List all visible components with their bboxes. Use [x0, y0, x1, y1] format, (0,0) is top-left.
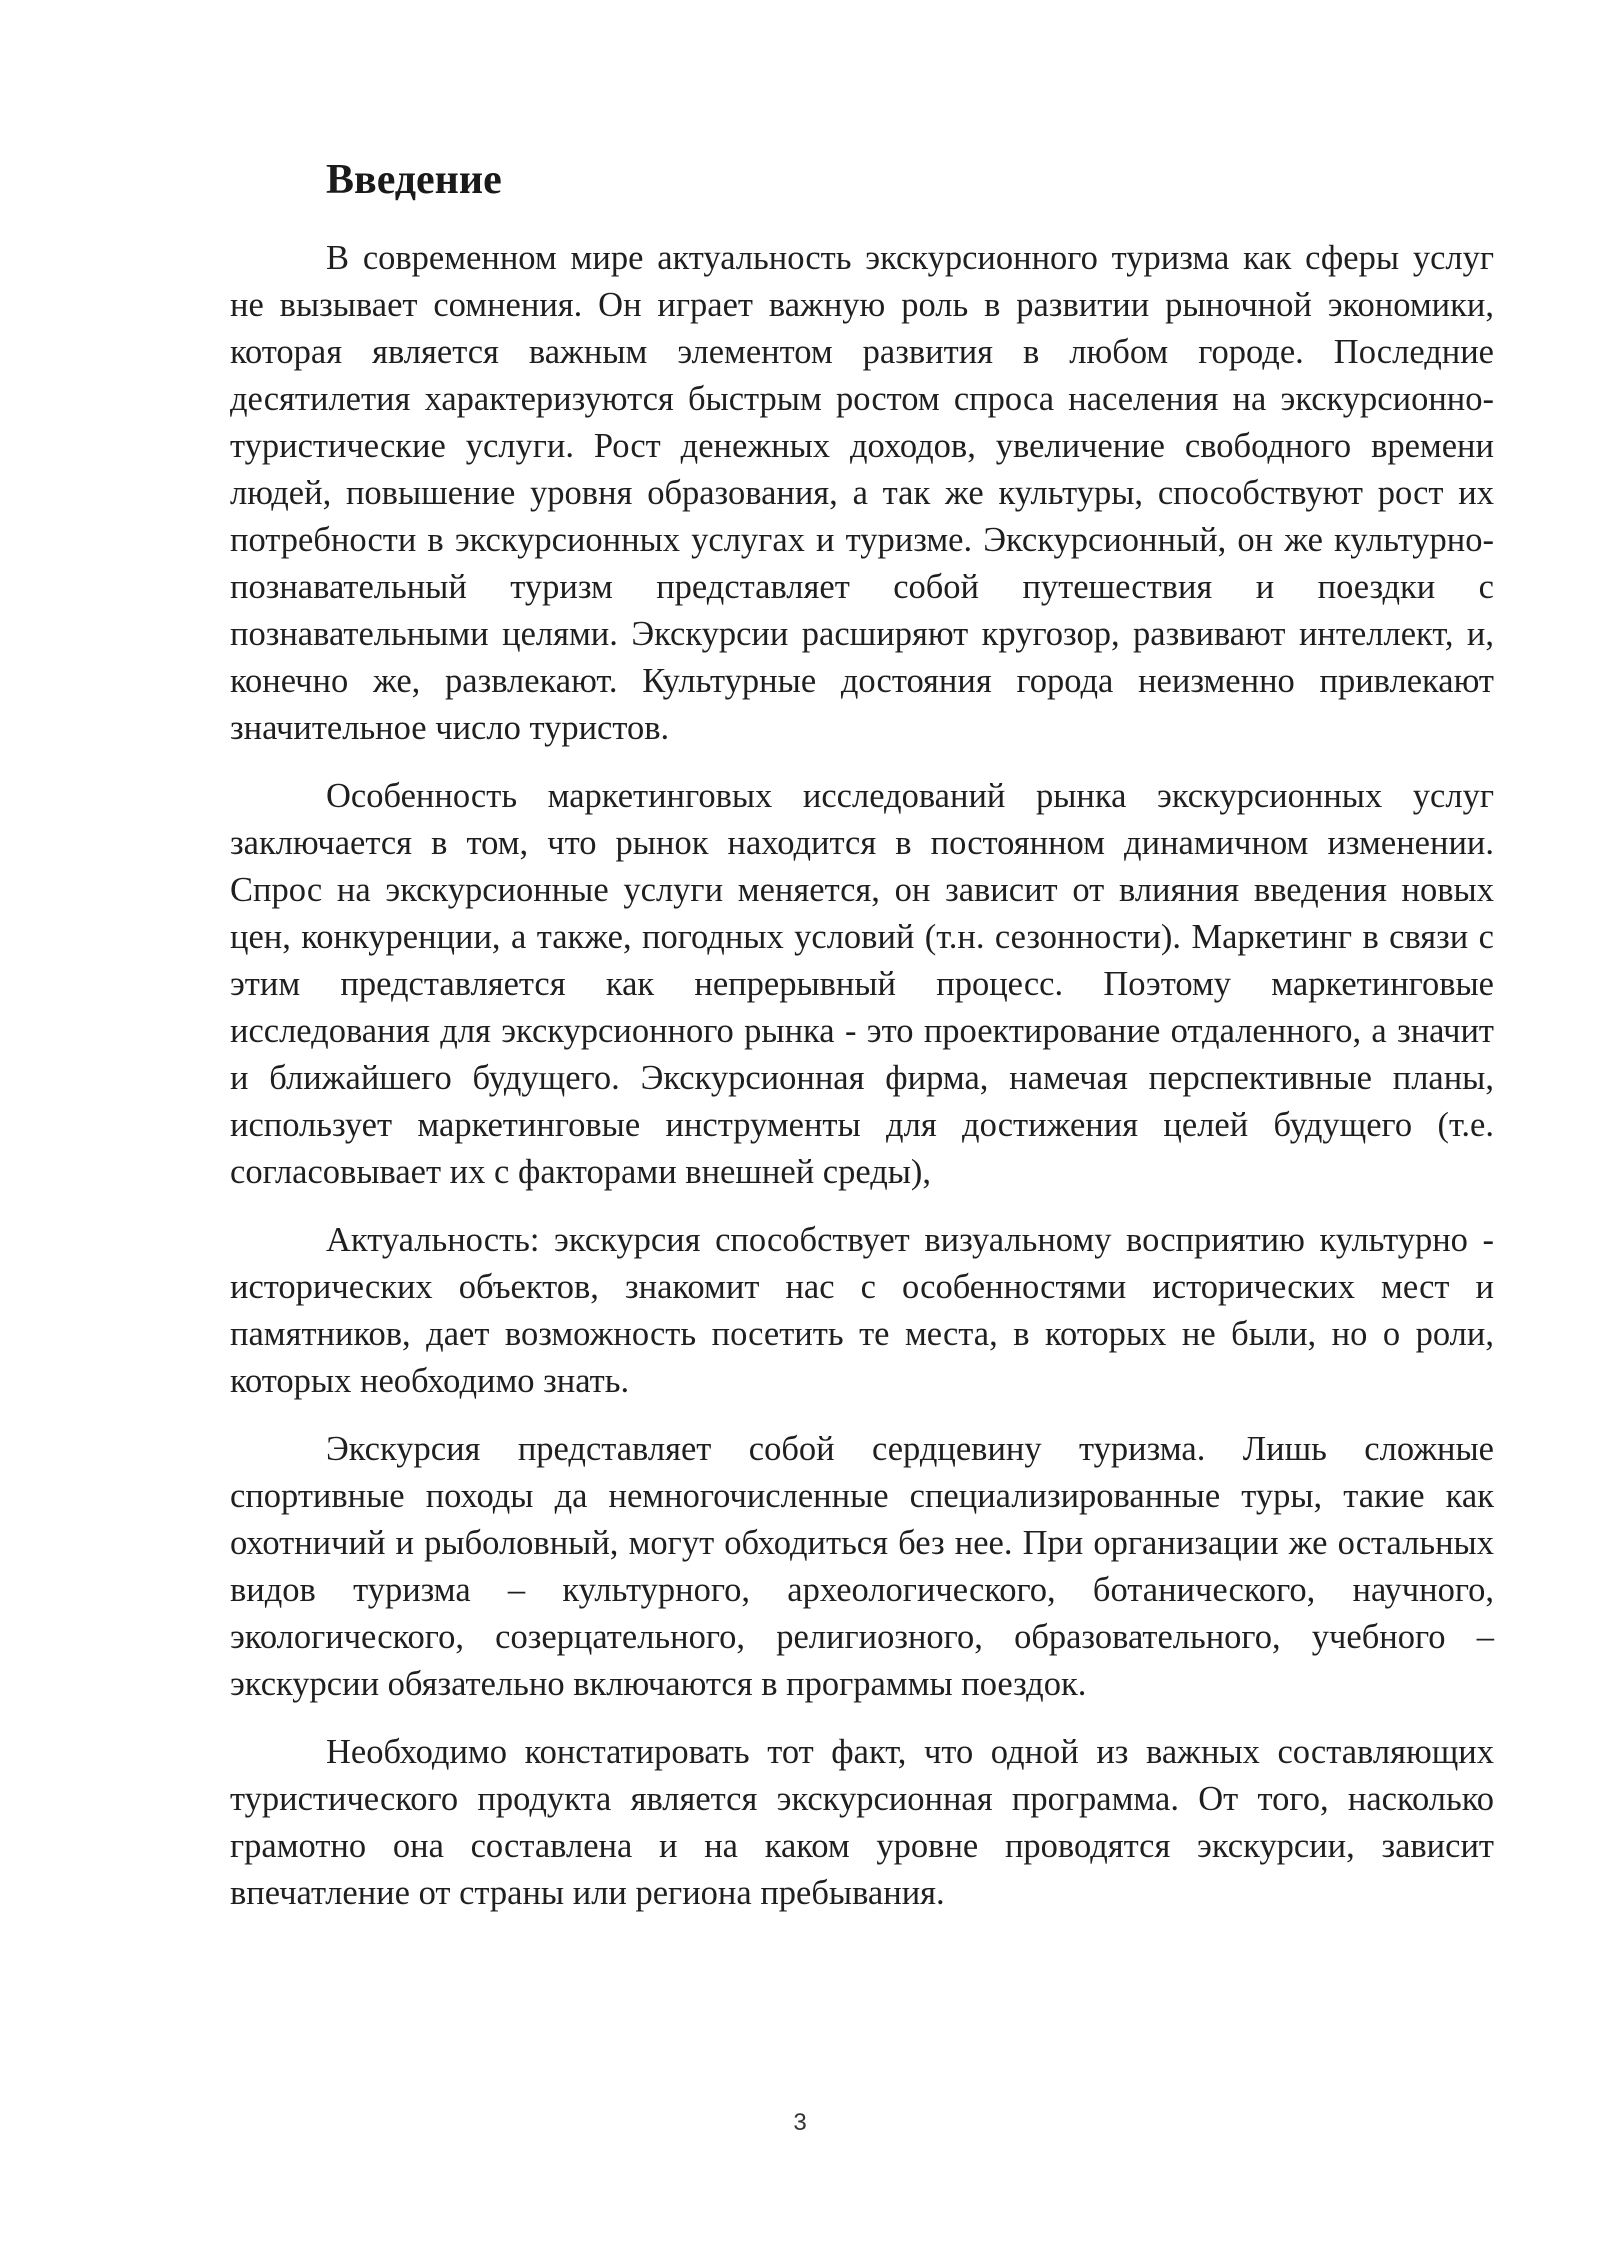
paragraph-3: Актуальность: экскурсия способствует визуальному восприятию культурно - исторических объектов, знакомит нас с особенностями исторических мест и памятников, дает возможность посетить те места, в которых не были, но о роли, которых необходимо знать. [230, 1221, 1494, 1400]
paragraph-1: В современном мире актуальность экскурсионного туризма как сферы услуг не вызывает сомнения. Он играет важную роль в развитии рыночной экономики, которая является важным элементом развития в любом городе. Последние десятилетия характеризуются быстрым ростом спроса населения на экскурсионно-туристические услуги. Рост денежных доходов, увеличение свободного времени людей, повышение уровня образования, а так же культуры, способствуют рост их потребности в экскурсионных услугах и туризме. Экскурсионный, он же культурно-познавательный туризм представляет собой путешествия и поездки с познавательными целями. Экскурсии расширяют кругозор, развивают интеллект, и, конечно же, развлекают. Культурные достояния города неизменно привлекают значительное число туристов. [230, 239, 1494, 747]
paragraph-4: Экскурсия представляет собой сердцевину туризма. Лишь сложные спортивные походы да немногочисленные специализированные туры, такие как охотничий и рыболовный, могут обходиться без нее. При организации же остальных видов туризма – культурного, археологического, ботанического, научного, экологического, созерцательного, религиозного, образовательного, учебного – экскурсии обязательно включаются в программы поездок. [230, 1430, 1494, 1703]
page-number: 3 [793, 2109, 807, 2136]
paragraph-2: Особенность маркетинговых исследований рынка экскурсионных услуг заключается в том, что рынок находится в постоянном динамичном изменении. Спрос на экскурсионные услуги меняется, он зависит от влияния введения новых цен, конкуренции, а также, погодных условий (т.н. сезонности). Маркетинг в связи с этим представляется как непрерывный процесс. Поэтому маркетинговые исследования для экскурсионного рынка - это проектирование отдаленного, а значит и ближайшего будущего. Экскурсионная фирма, намечая перспективные планы, использует маркетинговые инструменты для достижения целей будущего (т.е. согласовывает их с факторами внешней среды), [230, 777, 1494, 1191]
paragraph-5: Необходимо констатировать тот факт, что одной из важных составляющих туристического продукта является экскурсионная программа. От того, насколько грамотно она составлена и на каком уровне проводятся экскурсии, зависит впечатление от страны или региона пребывания. [230, 1733, 1494, 1912]
section-heading: Введение [326, 157, 502, 203]
body-text [230, 235, 1494, 1938]
